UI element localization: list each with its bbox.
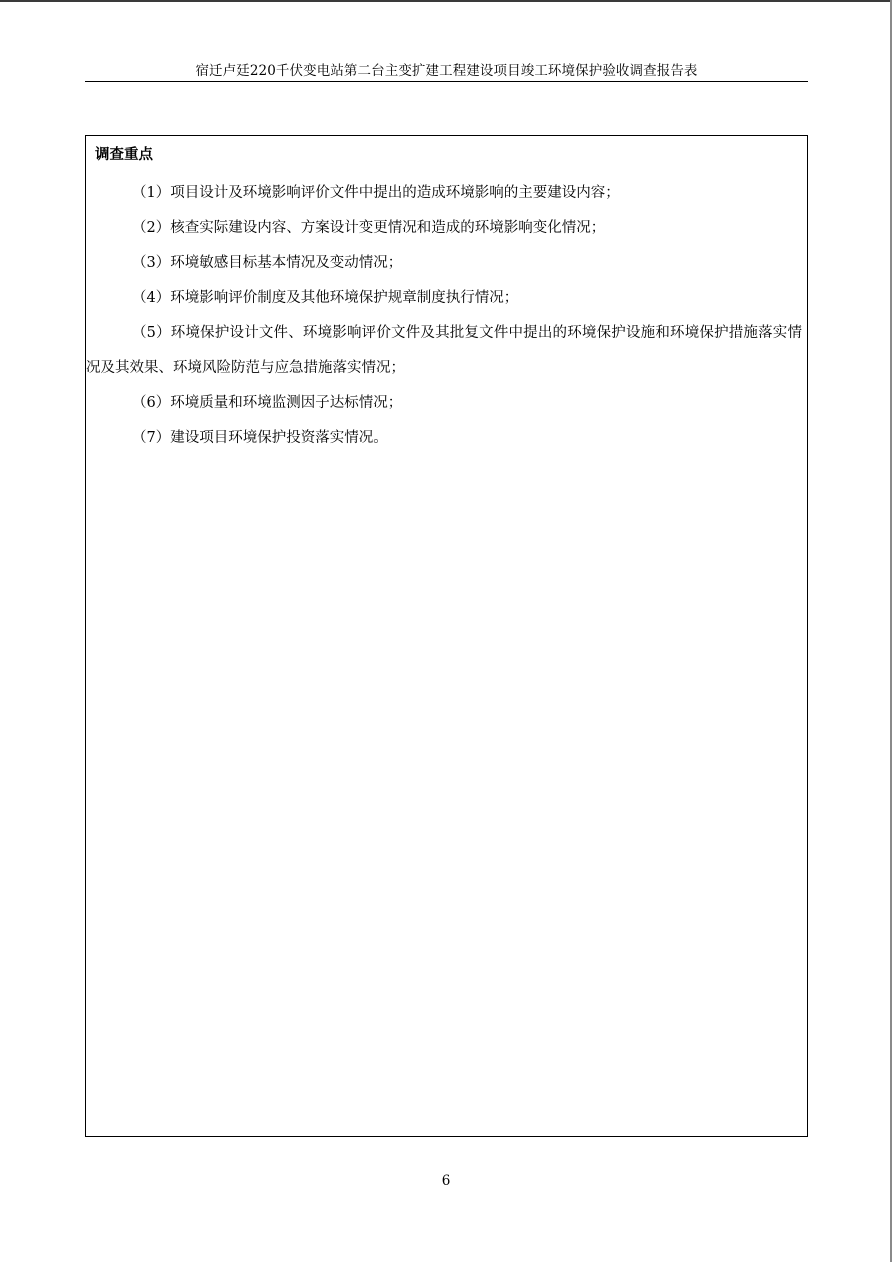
running-header: 宿迁卢廷220千伏变电站第二台主变扩建工程建设项目竣工环境保护验收调查报告表	[85, 62, 808, 82]
list-item: （2）核查实际建设内容、方案设计变更情况和造成的环境影响变化情况；	[132, 220, 606, 236]
list-item: （1）项目设计及环境影响评价文件中提出的造成环境影响的主要建设内容；	[132, 185, 620, 201]
list-item: （4）环境影响评价制度及其他环境保护规章制度执行情况；	[132, 290, 519, 306]
page-number: 6	[441, 1173, 451, 1189]
list-item: （7）建设项目环境保护投资落实情况。	[132, 430, 388, 446]
key-points-list	[86, 176, 802, 456]
list-item: （6）环境质量和环境监测因子达标情况；	[132, 395, 403, 411]
list-item: （3）环境敏感目标基本情况及变动情况；	[132, 255, 403, 271]
list-item: （5）环境保护设计文件、环境影响评价文件及其批复文件中提出的环境保护设施和环境保护措施落实情况及其效果、环境风险防范与应急措施落实情况；	[86, 325, 802, 376]
content-table-cell	[85, 135, 808, 1137]
section-title: 调查重点	[95, 147, 153, 163]
page-top-border	[0, 0, 892, 2]
